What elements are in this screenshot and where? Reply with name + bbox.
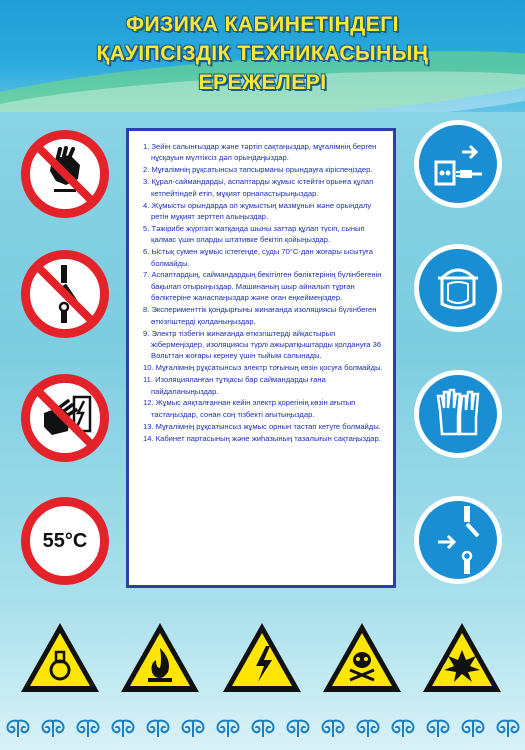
gloves-icon <box>414 370 502 458</box>
ornament-icon <box>143 717 173 739</box>
poison-warning-icon <box>320 620 404 696</box>
ornament-icon <box>318 717 348 739</box>
poster-header <box>0 0 525 112</box>
rule-9: 9. Электр тізбегін жинағанда өткізгіштерді айқастырып жібермеңіздер, изоляциясы түрлі ажыратқыштарды қолдануға 36 Вольттан жоғары кернеу үшін тыйым салынады. <box>143 328 382 361</box>
ornament-icon <box>73 717 103 739</box>
temperature-label: 55°C <box>42 529 88 552</box>
rule-2: 2. Мұғалімнің рұқсатынсыз тапсырманы орындауға кіріспеңіздер. <box>143 165 373 175</box>
rule-1: 1. Зейін салынғыздар және тәртіп сақтаңыздар, мұғалімнің берген нұсқауын мүлтіксіз дәл орындаңыздар. <box>143 142 377 163</box>
ornament-icon <box>283 717 313 739</box>
ornament-icon <box>388 717 418 739</box>
ornament-border <box>0 706 525 750</box>
rules-list <box>143 141 385 444</box>
high-voltage-warning-icon <box>220 620 304 696</box>
ornament-icon <box>178 717 208 739</box>
rule-3: 3. Құрал-саймандарды, аспаптарды жұмыс істейтін орынға құлап кетпейтіндей етіп, мұқият орналастырыңыздар. <box>143 177 374 198</box>
ornament-icon <box>108 717 138 739</box>
no-switch-icon <box>21 250 109 338</box>
rule-11: 11. Изоляцияланған тұтқасы бар саймандарды ғана пайдаланыңыздар. <box>143 375 326 396</box>
rule-6: 6. Ыстық сумен жұмыс істегенде, суды 70°С-дан жоғары ысытуға болмайды. <box>143 247 373 268</box>
no-touch-icon <box>21 130 109 218</box>
safety-rules-panel <box>126 128 396 588</box>
ornament-icon <box>493 717 523 739</box>
rule-10: 10. Мұғалімнің рұқсатынсыз электр тоғының көзін қосуға болмайды. <box>143 363 383 373</box>
rule-14: 14. Кабинет партасының және жиһазының тазалығын сақтаңыздар. <box>143 433 381 443</box>
ornament-icon <box>248 717 278 739</box>
flammable-warning-icon <box>118 620 202 696</box>
toxic-chemical-warning-icon <box>18 620 102 696</box>
unplug-icon <box>414 120 502 208</box>
rule-7: 7. Аспаптардың, саймандардың бекітілген бөліктерінің бүлінбегенін бақылап отырыңыздар. Машинаның шыр айналып тұрған бөліктеріне жанаспаңыздар және оған еңкеймеңіздер. <box>143 270 382 303</box>
rule-4: 4. Жұмысты орындарда ол жұмыстың мазмұнын және орындалу ретін мұқият зерттеп алыңыздар. <box>143 200 372 221</box>
ornament-icon <box>213 717 243 739</box>
title-line-3: ЕРЕЖЕЛЕРІ <box>198 71 327 94</box>
max-temperature-icon <box>21 497 109 585</box>
ornament-icon <box>38 717 68 739</box>
ornament-icon <box>458 717 488 739</box>
explosive-warning-icon <box>420 620 504 696</box>
ornament-icon <box>423 717 453 739</box>
rule-13: 13. Мұғалімнің рұқсатынсыз жұмыс орнын тастап кетуге болмайды. <box>143 421 381 431</box>
face-shield-icon <box>414 244 502 332</box>
title-line-1: ФИЗИКА КАБИНЕТІНДЕГІ <box>126 13 399 36</box>
title-line-2: ҚАУІПСІЗДІК ТЕХНИКАСЫНЫҢ <box>96 42 429 65</box>
rule-12: 12. Жұмыс аяқталғаннан кейін электр қорегінің көзін ағытып тастаңыздар, сонан соң тізбекті ағытыңыздар. <box>143 398 356 419</box>
poster-title <box>0 10 525 97</box>
switch-off-icon <box>414 496 502 584</box>
rule-8: 8. Эксперименттік қондырғыны жинағанда изоляциясы бүлінбеген өткізгіштерді қолданыңыздар. <box>143 305 377 326</box>
ornament-icon <box>3 717 33 739</box>
no-electric-touch-icon <box>21 374 109 462</box>
rule-5: 5. Тәжірибе жүргізіп жатқанда шыны заттар құлап түсіп, сынып қалмас үшін оларды штативке бекітіп қойыңыздар. <box>143 223 365 245</box>
ornament-icon <box>353 717 383 739</box>
